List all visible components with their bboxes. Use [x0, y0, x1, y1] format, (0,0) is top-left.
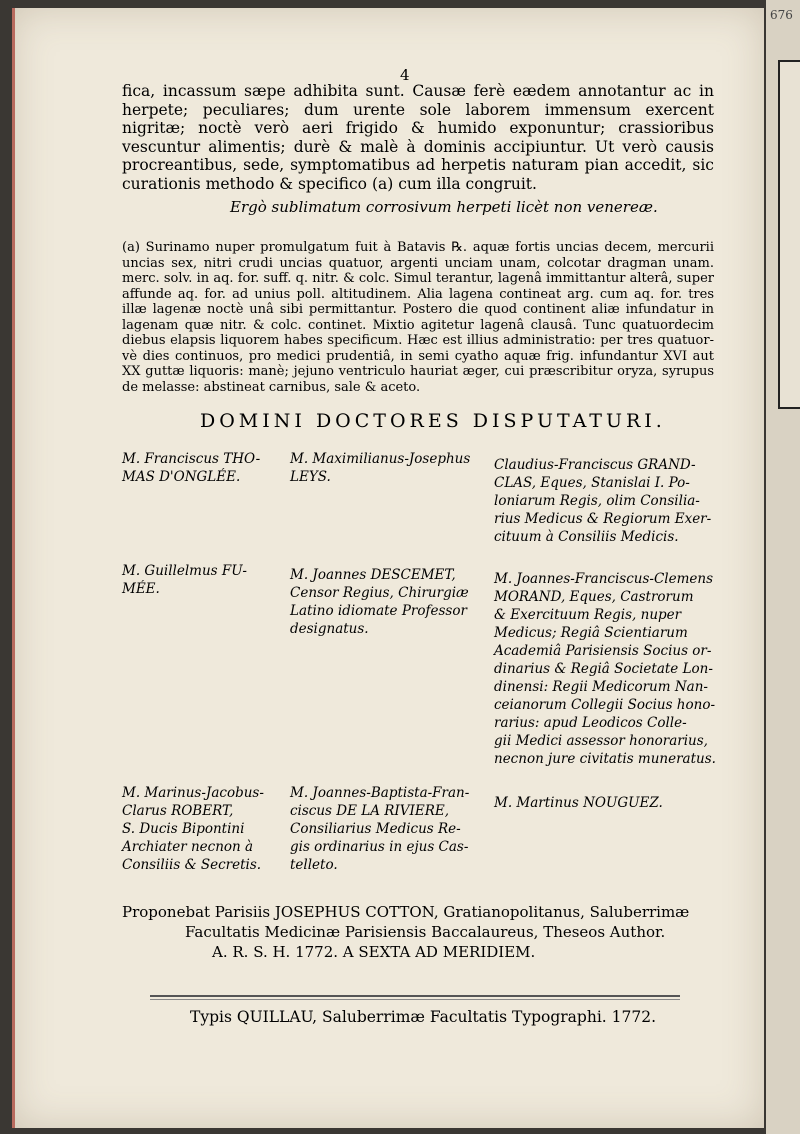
- doctor-entry: M. Martinus NOUGUEZ.: [494, 795, 663, 811]
- adjacent-page-frame: [778, 60, 800, 409]
- page-edge: [12, 8, 15, 1128]
- thesis-statement: Ergò sublimatum corrosivum herpeti licèt non venereæ.: [230, 198, 658, 216]
- side-page-number: 676: [770, 8, 793, 22]
- intro-paragraph: fica, incassum sæpe adhibita sunt. Causæ ferè eædem annotantur ac in herpete; peculiares; dum urente sole laborem immensum exercent nigritæ; noctè verò aeri frigido & humido exponuntur; crassioribus vescuntur alimentis; durè & malè à dominis accipiuntur. Ut verò causis procreantibus, sede, symptomatibus ad herpetis naturam pian accedit, sic curationis methodo & specifico (a) cum illa congruit.: [122, 82, 714, 193]
- page-number: 4: [400, 66, 410, 84]
- section-heading: DOMINI DOCTORES DISPUTATURI.: [200, 410, 666, 432]
- adjacent-page-strip: [766, 0, 800, 1134]
- doctor-entry: M. Marinus-Jacobus- Clarus ROBERT, S. Ducis Bipontini Archiater necnon à Consiliis & Secretis.: [122, 785, 264, 873]
- doctor-entry: M. Joannes-Baptista-Fran- ciscus DE LA RIVIERE, Consiliarius Medicus Re- gis ordinarius in ejus Cas- telleto.: [290, 785, 470, 873]
- doctor-entry: M. Joannes-Franciscus-Clemens MORAND, Eques, Castrorum & Exercituum Regis, nuper Medicus; Regiâ Scientiarum Academiâ Parisiensis Socius or- dinarius & Regiâ Societate Lon- dinensi: Regii Medicorum Nan- ceianorum Collegii Socius hono- rarius: apud Leodicos Colle- gii Medici assessor honorarius, necnon jure civitatis muneratus.: [494, 571, 716, 767]
- printer-imprint: Typis QUILLAU, Saluberrimæ Facultatis Typographi. 1772.: [190, 1008, 656, 1026]
- footer-line-2: Facultatis Medicinæ Parisiensis Baccalaureus, Theseos Author.: [185, 923, 666, 941]
- doctor-entry: M. Maximilianus-Josephus LEYS.: [290, 451, 471, 485]
- doctor-entry: Claudius-Franciscus GRAND- CLAS, Eques, Stanislai I. Po- loniarum Regis, olim Consilia- rius Medicus & Regiorum Exer- cituum à Consiliis Medicis.: [494, 457, 712, 545]
- doctor-entry: M. Joannes DESCEMET, Censor Regius, Chirurgiæ Latino idiomate Professor designatus.: [290, 567, 469, 637]
- footer-line-1: Proponebat Parisiis JOSEPHUS COTTON, Gratianopolitanus, Saluberrimæ: [122, 903, 690, 921]
- divider-rule: [150, 995, 680, 997]
- footnote: (a) Surinamo nuper promulgatum fuit à Batavis ℞. aquæ fortis uncias decem, mercurii uncias sex, nitri crudi uncias quatuor, argenti unciam unam, colcotar dragman unam. merc. solv. in aq. for. suff. q. nitr. & colc. Simul terantur, lagenâ immittantur alterâ, super affunde aq. for. ad unius poll. altitudinem. Alia lagena contineat arg. cum aq. for. tres illæ lagenæ noctè unâ sibi permittantur. Postero die quod continent aliæ infundatur in lagenam quæ nitr. & colc. continet. Mixtio agitetur lagenâ clausâ. Tunc quatuordecim diebus elapsis liquorem habes specificum. Hæc est illius administratio: per tres quatuor-vè dies continuos, pro medici prudentiâ, in semi cyatho aquæ frig. infundantur XVI aut XX guttæ liquoris: manè; jejuno ventriculo hauriat æger, cui præscribitur oryza, syrupus de melasse: abstineat carnibus, sale & aceto.: [122, 240, 714, 395]
- doctor-entry: M. Franciscus THO- MAS D'ONGLÉE.: [122, 451, 261, 485]
- footer-line-3: A. R. S. H. 1772. A SEXTA AD MERIDIEM.: [212, 943, 536, 961]
- doctor-entry: M. Guillelmus FU- MÉE.: [122, 563, 247, 597]
- divider-rule-thin: [150, 999, 680, 1000]
